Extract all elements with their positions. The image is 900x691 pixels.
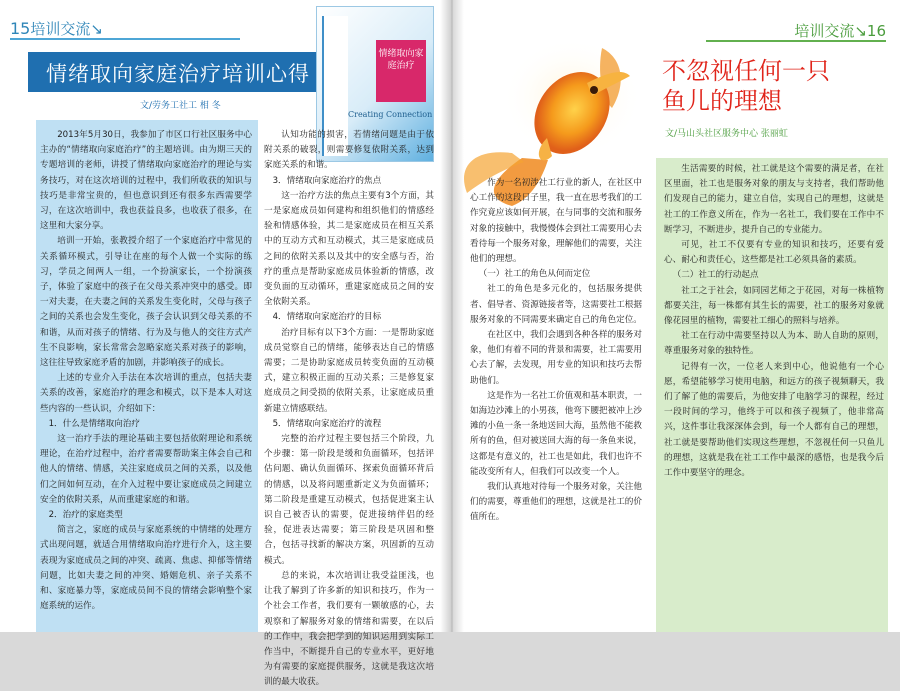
- page-header-right: [794, 20, 886, 41]
- article-column-3: [470, 176, 642, 628]
- book-title-block: [376, 40, 426, 102]
- paragraph: 完整的治疗过程主要包括三个阶段，九个步骤：第一阶段是缓和负面循环，包括评估问题、确认负面循环、探索负面循环背后的情感，以及将问题重新定义为负面循环；第二阶段是重建互动模式，包括促进案主认识自己被否认的需要，促进接纳伴侣的经验，促进表达需要；第三阶段是巩固和整合，包括寻找新的解决方案，巩固新的互动模式。: [264, 434, 434, 566]
- article-title-bar: [28, 52, 318, 92]
- article-column-2: [264, 128, 434, 688]
- paragraph: 社工在行动中需要坚持以人为本、助人自助的原则，尊重服务对象的独特性。: [664, 331, 884, 357]
- book-cn-title: 情绪取向家庭治疗: [378, 49, 424, 71]
- paragraph: 2013年5月30日，我参加了市区口行社区服务中心主办的“情绪取向家庭治疗”的主题培训。由为期三天的专题培训的老师，讲授了情绪取向家庭治疗的理论与实务技巧，对在这次培训的过程中，我们所收获的知识与技巧是非常宝贵的，但也意识到还有很多东西需要学习，在这次培训中，我也获益良多，也收获了很多，在这里和大家分享。: [40, 130, 252, 232]
- paragraph: 治疗目标有以下3个方面：一是帮助家庭成员觉察自己的情绪，能够表达自己的情感需要；二是协助家庭成员转变负面的互动模式，建立积极正面的互动关系；三是修复家庭成员之间受损的依附关系，让家庭成员重新建立情感联结。: [264, 327, 434, 414]
- article-column-4: [664, 162, 884, 628]
- title-line-1: 不忽视任何一只: [662, 57, 830, 85]
- section-heading: 1．什么是情绪取向治疗: [48, 418, 140, 429]
- title-line-2: 鱼儿的理想: [662, 87, 782, 115]
- header-divider-left: [10, 38, 240, 40]
- page-number-left: 15: [10, 19, 31, 38]
- section-heading: 2．治疗的家庭类型: [48, 510, 123, 521]
- section-heading: 3．情绪取向家庭治疗的焦点: [272, 175, 382, 186]
- article-author-right: 文/马山头社区服务中心 张丽虹: [665, 129, 788, 139]
- article-title-left: 情绪取向家庭治疗培训心得: [46, 62, 310, 86]
- paragraph: 这一治疗方法的焦点主要有3个方面，其一是家庭成员如何建构和组织他们的情感经验和情感体验，其二是家庭成员在相互关系中的互动方式和互动模式，其三是家庭成员之间的依附关系以及其中的安全感与否，治疗的重点是帮助家庭成员体验新的情感，改变负面的互动循环，重建家庭成员之间的安全依附关系。: [264, 190, 434, 308]
- paragraph: 简言之，家庭的成员与家庭系统的中情绪的处理方式出现问题，就适合用情绪取向治疗进行介入，这主要表现为家庭成员之间的冲突、疏离、焦虑、抑郁等情绪问题，比如夫妻之间的冲突、婚姻危机、亲子关系不和、家庭暴力等，家庭成员间不良的情绪会影响整个家庭系统的运作。: [40, 525, 252, 612]
- paragraph: 在社区中，我们会遇到各种各样的服务对象，他们有着不同的背景和需要，社工需要用心去了解，去发现，用专业的知识和技巧去帮助他们。: [470, 330, 642, 386]
- paragraph: 社工的角色是多元化的，包括服务提供者、倡导者、资源链接者等，这需要社工根据服务对象的不同需要来确定自己的角色定位。: [470, 284, 642, 325]
- section-heading: 4．情绪取向家庭治疗的目标: [272, 312, 382, 323]
- book-en-title: Creating Connection: [348, 110, 433, 119]
- paragraph: 这是作为一名社工价值观和基本职责，一如海边沙滩上的小男孩，他弯下腰把被冲上沙滩的小鱼一条一条地送回大海，虽然他不能救所有的鱼，但对被送回大海的每一条鱼来说，这都是有意义的，社工也是如此，我们也许不能改变所有人，但我们可以改变一个人。: [470, 390, 642, 477]
- paragraph: 可见，社工不仅要有专业的知识和技巧，还要有爱心、耐心和责任心，这些都是社工必须具备的素质。: [664, 240, 884, 266]
- section-heading: （一）社工的角色从何而定位: [478, 269, 591, 280]
- paragraph: 培训一开始，张教授介绍了一个家庭治疗中常见的关系循环模式，引导让在座的每个人做一个实际的练习，学员之间两人一组，一个扮演家长，一个扮演孩子，体验了家庭中的孩子在父母关系冲突中的感受。即一对夫妻，在夫妻之间的关系发生变化时，父母与孩子之间的关系也会发生变化，孩子会认识到父母关系的不和谐，从而对孩子的情绪、行为及与他人的交往方式产生不良影响，家长常常会忽略家庭关系对孩子的影响，这往往导致家庭矛盾的加剧，并影响孩子的成长。: [40, 236, 252, 369]
- paragraph: 记得有一次，一位老人来到中心，他说他有一个心愿，希望能够学习使用电脑，和远方的孩子视频聊天，我们了解了他的需要后，为他安排了电脑学习的课程，经过一段时间的学习，他终于可以和孩子视频了，他非常高兴，这件事让我深深体会到，每一个人都有自己的理想，社工就是要帮助他们实现这些理想，不忽视任何一只鱼儿的理想，这就是我在社工工作中最深的感悟，也是我今后工作中要坚守的理念。: [664, 361, 884, 479]
- paragraph: 这一治疗手法的理论基础主要包括依附理论和系统理论，在治疗过程中，治疗者需要帮助案主体会自己和他人的情绪、情感，关注家庭成员之间的关系，以及他们之间如何互动，在介入过程中要让家庭成员之间建立安全的依附关系，从而重建家庭的和谐。: [40, 434, 252, 505]
- header-divider-right: [706, 40, 886, 42]
- article-author-left: 文/劳务工社工 相 冬: [140, 101, 221, 111]
- page-header-left: [10, 18, 103, 39]
- section-heading: 5．情绪取向家庭治疗的流程: [272, 418, 382, 429]
- paragraph: 作为一名初涉社工行业的新人，在社区中心工作的这段日子里，我一直在思考我们的工作究竟应该如何开展，在与同事的交流和服务对象的接触中，我慢慢体会到社工需要用心去看待每一个服务对象，理解他们的需要，关注他们的理想。: [470, 178, 642, 265]
- section-heading: （二）社工的行动起点: [672, 270, 759, 281]
- paragraph: 社工之于社会，如同园艺师之于花园，对每一株植物都要关注，每一株都有其生长的需要，社工的服务对象就像花园里的植物，需要社工细心的照料与培养。: [664, 285, 884, 327]
- section-title-right: 培训交流: [794, 22, 855, 40]
- section-title-left: 培训交流: [30, 20, 91, 38]
- arrow-icon: ↘: [90, 20, 103, 38]
- paragraph: 上述的专业介入手法在本次培训的重点，包括夫妻关系的改善，家庭治疗的理念和模式，以下是本人对这些内容的一些认识，介绍如下：: [40, 373, 252, 414]
- book-spine-shadow: [440, 0, 464, 632]
- article-title-right: [662, 56, 882, 116]
- article-column-1: [40, 128, 252, 628]
- paragraph: 我们认真地对待每一个服务对象，关注他们的需要，尊重他们的理想，这就是社工的价值所在。: [470, 482, 642, 523]
- arrow-icon: ↘: [854, 22, 867, 40]
- paragraph: 总的来说，本次培训让我受益匪浅，也让我了解到了许多新的知识和技巧，作为一个社会工作者，我们要有一颗敏感的心，去观察和了解服务对象的情绪和需要，在以后的工作中，我会把学到的知识运用到实际工作当中，不断提升自己的专业水平，更好地为有需要的家庭提供服务，这就是我这次培训的最大收获。: [264, 570, 434, 688]
- paragraph: 生活需要的时候，社工就是这个需要的满足者，在社区里面，社工也是服务对象的朋友与支持者，我们帮助他们发现自己的能力，建立自信，实现自己的理想，这就是社工的工作意义所在，作为一名社工，我们要在工作中不断学习，不断进步，提升自己的专业能力。: [664, 164, 884, 235]
- paragraph: 认知功能的损害，若情绪问题是由于依附关系的破裂，则需要修复依附关系，达到家庭关系的和谐。: [264, 130, 434, 171]
- page-number-right: 16: [866, 22, 886, 40]
